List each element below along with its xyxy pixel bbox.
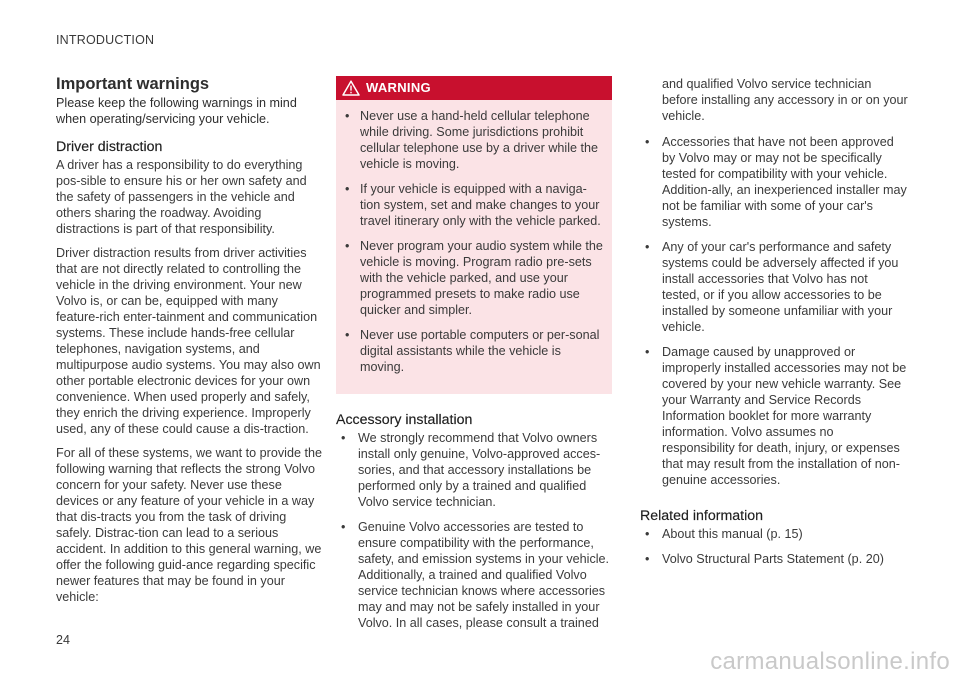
accessory-item-text: Damage caused by unapproved or improperly installed accessories may not be covered by your new vehicle warranty. See your Warranty and Service Records Information booklet for more warranty information. Volvo assumes no responsibility for death, injury, or expenses that may result from the installation of non-genuine accessories. bbox=[662, 345, 907, 487]
accessory-item-continuation: and qualified Volvo service technician before installing any accessory in or on your vehicle. bbox=[662, 77, 908, 123]
driver-distraction-paragraph: Driver distraction results from driver activities that are not directly related to controlling the vehicle in the driving environment. Your new Volvo is, or can be, equipped with many feature-rich enter-tainment and communication systems. These include hands-free cellular telephones, navigation systems, and multipurpose audio systems. You may also own other portable electronic devices for your own convenience. When used properly and safely, they enrich the driving experience. Improperly used, any of these could cause a dis-traction. bbox=[56, 246, 321, 436]
related-link-item[interactable] bbox=[640, 551, 908, 567]
column-middle bbox=[336, 76, 612, 640]
accessory-item-text: Genuine Volvo accessories are tested to ensure compatibility with the performance, safety, and emission systems in your vehicle. Additionally, a trained and qualified Volvo service technician knows where accessories may and may not be safely installed in your Volvo. In all cases, please consult a trained bbox=[358, 520, 610, 630]
warning-item bbox=[336, 108, 604, 172]
warning-item bbox=[336, 327, 604, 375]
warning-item-text: Never use a hand-held cellular telephone while driving. Some jurisdictions prohibit cellular telephone use by a driver while the vehicle is moving. bbox=[360, 109, 599, 171]
related-information bbox=[640, 508, 908, 567]
intro-text: Please keep the following warnings in mind when operating/servicing your vehicle. bbox=[56, 96, 297, 126]
accessory-item bbox=[640, 134, 908, 230]
accessory-item-text: Accessories that have not been approved by Volvo may or may not be specifically tested for compatibility with your vehicle. Addition-ally, an inexperienced installer may not be familiar with some of your car's systems. bbox=[662, 135, 907, 229]
bullet: • bbox=[645, 345, 650, 359]
warning-item bbox=[336, 181, 604, 229]
driver-distraction-heading: Driver distraction bbox=[56, 139, 163, 155]
accessory-list-continued bbox=[640, 134, 908, 488]
warning-item-text: Never use portable computers or per-sonal digital assistants while the vehicle is moving. bbox=[360, 328, 600, 374]
accessory-item bbox=[640, 344, 908, 488]
watermark: carmanualsonline.info bbox=[710, 648, 950, 675]
bullet: • bbox=[345, 182, 350, 196]
bullet: • bbox=[341, 520, 346, 534]
accessory-list bbox=[336, 430, 612, 631]
warning-box bbox=[336, 76, 612, 394]
bullet: • bbox=[345, 109, 350, 123]
page-title: Important warnings bbox=[56, 75, 210, 93]
column-right bbox=[640, 76, 908, 576]
related-link-item[interactable] bbox=[640, 526, 908, 542]
bullet: • bbox=[645, 135, 650, 149]
section-header: INTRODUCTION bbox=[56, 33, 155, 47]
column-left bbox=[56, 76, 322, 613]
warning-item-text: Never program your audio system while the vehicle is moving. Program radio pre-sets with the vehicle parked, and use your programmed presets to make radio use quicker and simpler. bbox=[360, 239, 603, 317]
page-number: 24 bbox=[56, 633, 70, 647]
bullet: • bbox=[645, 552, 650, 566]
driver-distraction-paragraph: For all of these systems, we want to provide the following warning that reflects the strong Volvo concern for your safety. Never use these devices or any feature of your vehicle in a way that dis-tracts you from the task of driving safely. Distrac-tion can lead to a serious accident. In addition to this general warning, we offer the following guid-ance regarding specific newer features that may be found in your vehicle: bbox=[56, 446, 322, 604]
warning-item bbox=[336, 238, 604, 318]
accessory-installation-heading: Accessory installation bbox=[336, 412, 473, 428]
accessory-item-text: We strongly recommend that Volvo owners install only genuine, Volvo-approved acces-sories, and that accessory installations be performed only by a trained and qualified Volvo service technician. bbox=[358, 431, 601, 509]
warning-triangle-icon bbox=[342, 80, 360, 96]
bullet: • bbox=[645, 527, 650, 541]
accessory-item-text: Any of your car's performance and safety systems could be adversely affected if you install accessories that Volvo has not tested, or if you allow accessories to be installed by someone unfamiliar with your vehicle. bbox=[662, 240, 899, 334]
accessory-item bbox=[640, 239, 908, 335]
bullet: • bbox=[645, 240, 650, 254]
accessory-item bbox=[336, 519, 612, 631]
bullet: • bbox=[345, 328, 350, 342]
bullet: • bbox=[345, 239, 350, 253]
related-link-about-manual[interactable]: About this manual (p. 15) bbox=[662, 527, 803, 541]
accessory-item bbox=[336, 430, 612, 510]
related-information-heading: Related information bbox=[640, 508, 764, 524]
warning-item-text: If your vehicle is equipped with a naviga-tion system, set and make changes to your travel itinerary only with the vehicle parked. bbox=[360, 182, 601, 228]
related-links bbox=[640, 526, 908, 567]
warning-title: WARNING bbox=[366, 80, 431, 95]
bullet: • bbox=[341, 431, 346, 445]
warning-list bbox=[336, 100, 612, 375]
driver-distraction-paragraph: A driver has a responsibility to do everything pos-sible to ensure his or her own safety and the safety of passengers in the vehicle and others sharing the roadway. Avoiding distractions is part of that responsibility. bbox=[56, 158, 307, 236]
related-link-structural-parts[interactable]: Volvo Structural Parts Statement (p. 20) bbox=[662, 552, 884, 566]
warning-header bbox=[336, 76, 612, 100]
